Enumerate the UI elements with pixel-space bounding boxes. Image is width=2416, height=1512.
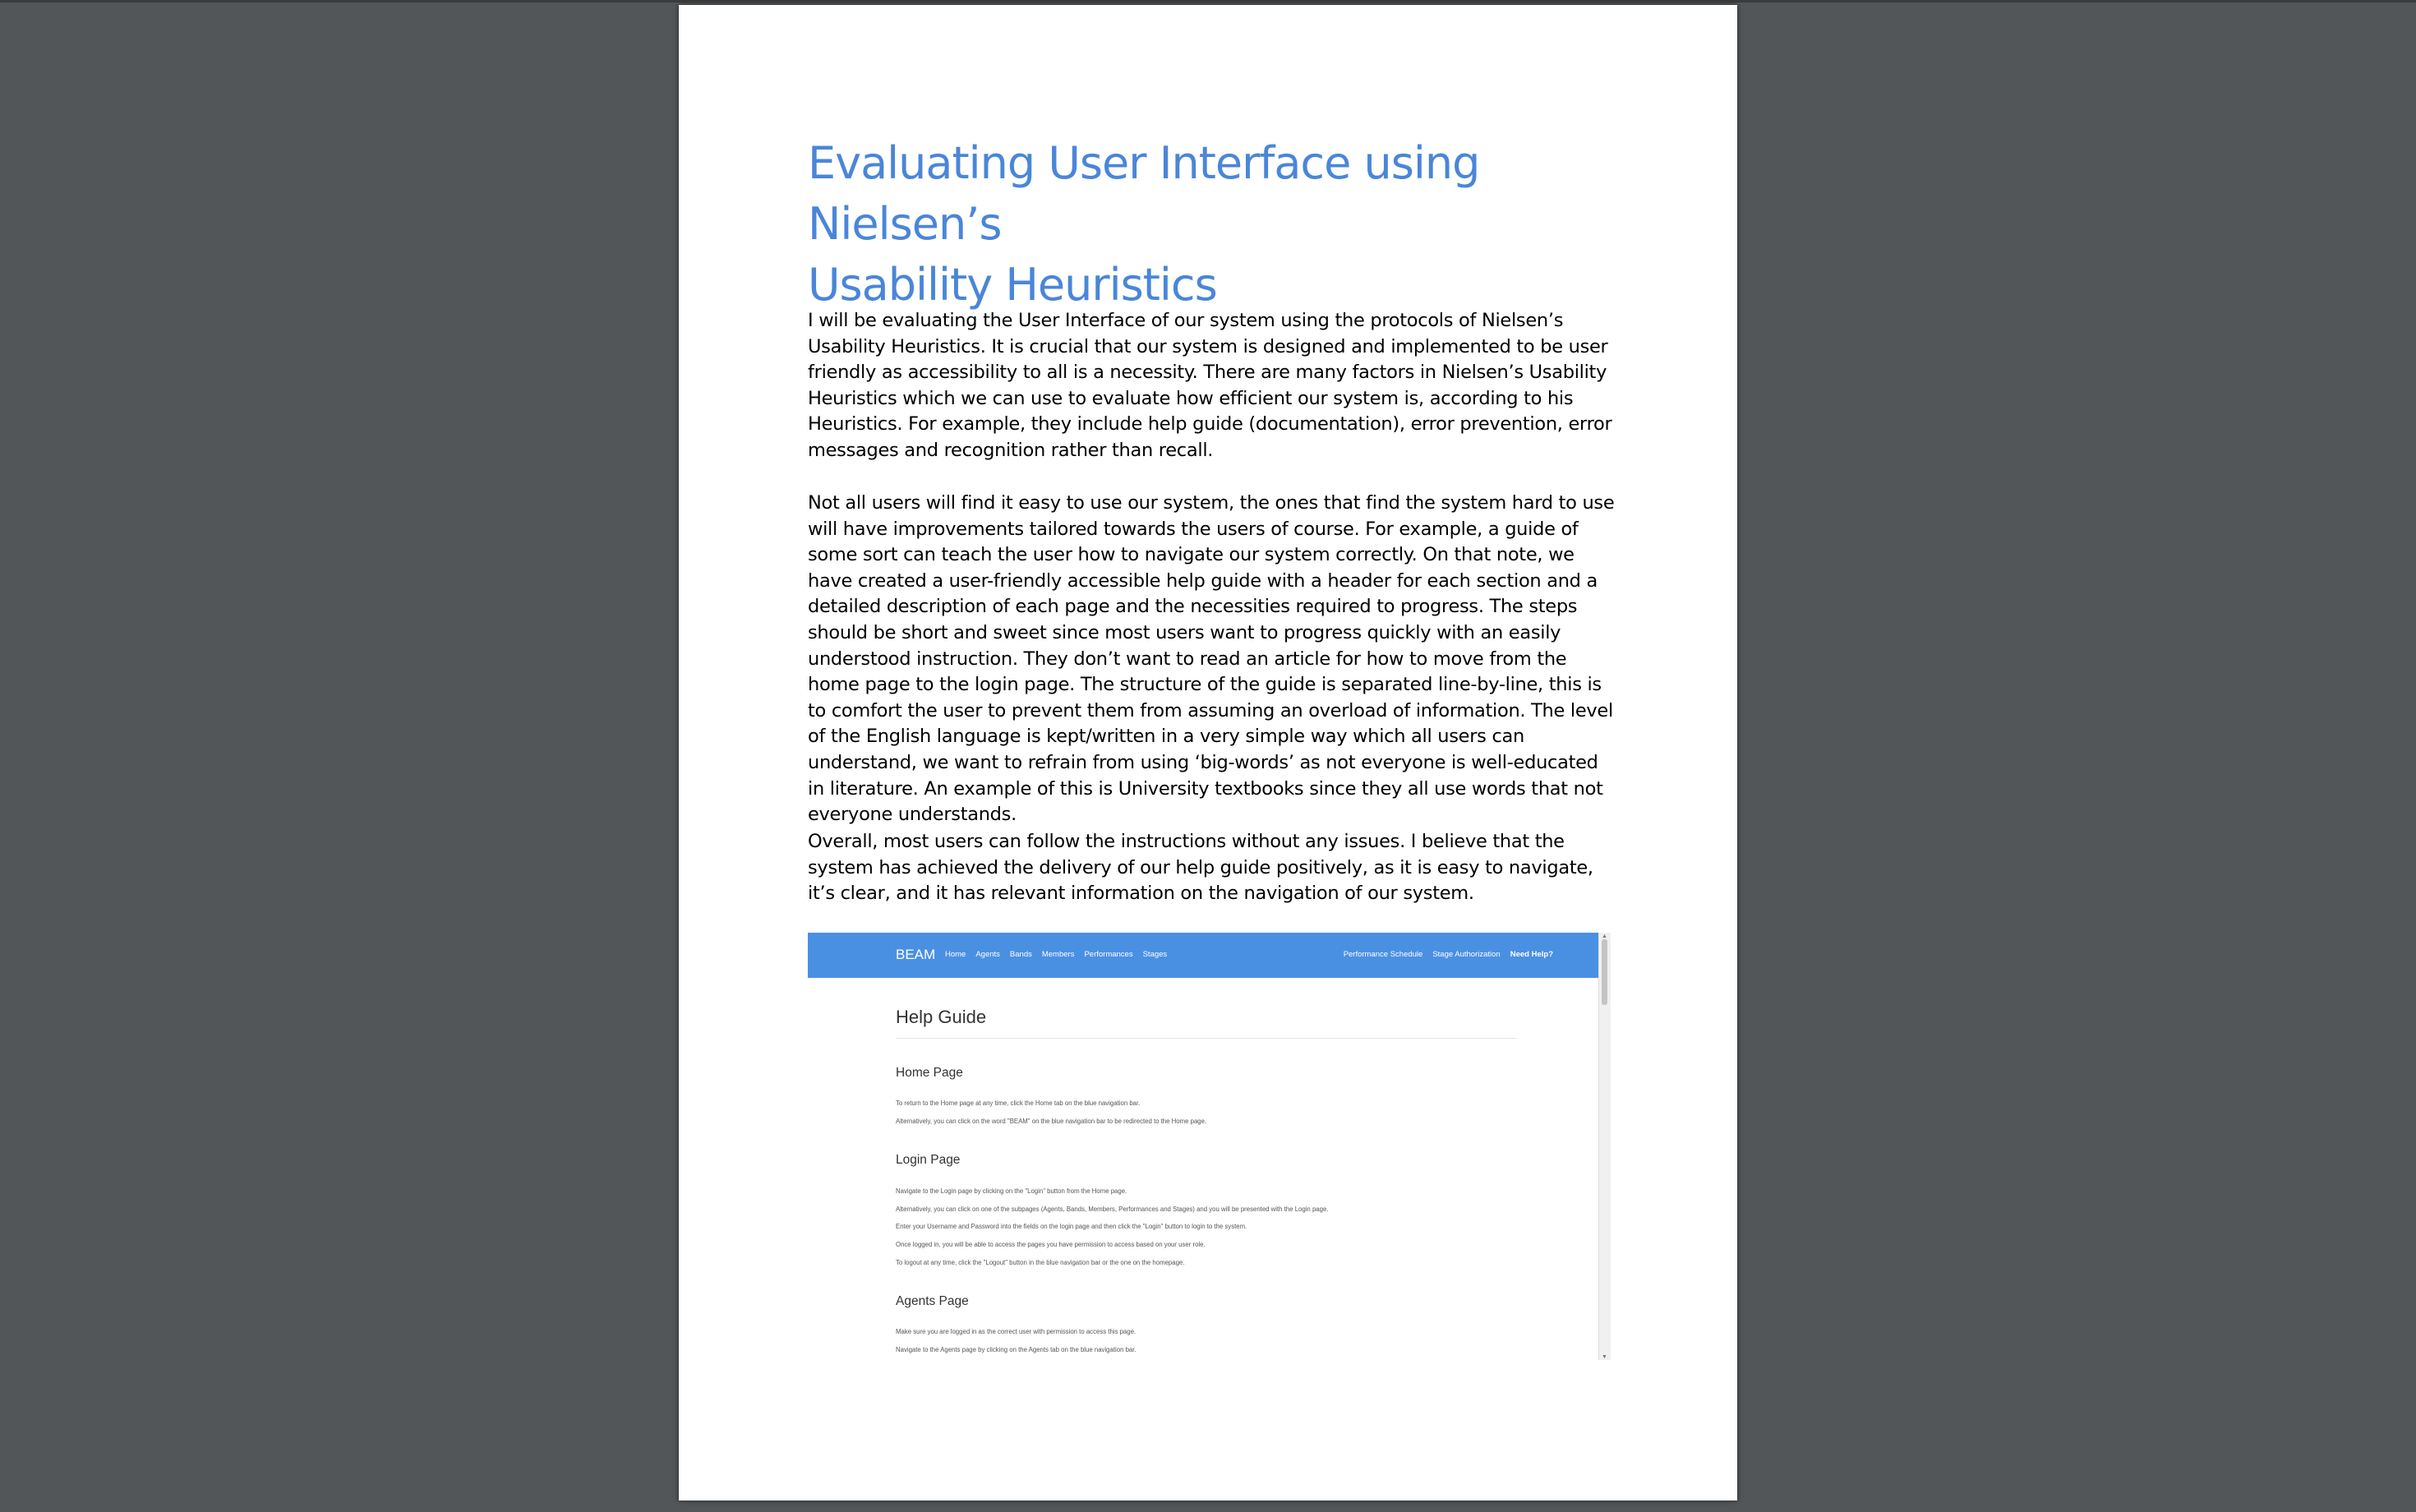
document-title [808,133,1630,316]
help-guide-heading: Help Guide [896,1007,987,1027]
document-page [679,5,1737,1500]
screenshot-nav-right [1344,950,1553,959]
screenshot-nav-performances: Performances [1084,950,1133,959]
login-line-3: Enter your Username and Password into the fields on the login page and then click the "Login" button to login to the system. [896,1223,1247,1230]
screenshot-nav-need-help: Need Help? [1510,950,1553,959]
scroll-up-arrow-icon: ▲ [1602,933,1607,939]
login-line-2: Alternatively, you can click on one of the subpages (Agents, Bands, Members, Performances and Stages) and you will be presented with the Login page. [896,1205,1329,1213]
screenshot-nav-stages: Stages [1142,950,1168,959]
screenshot-nav-members: Members [1041,950,1075,959]
screenshot-nav-performance-schedule: Performance Schedule [1343,950,1423,959]
section-agents-page: Agents Page [896,1294,969,1308]
home-line-2: Alternatively, you can click on the word "BEAM" on the blue navigation bar to be redirected to the Home page. [896,1118,1207,1125]
login-line-5: To logout at any time, click the "Logout" button in the blue navigation bar or the one on the homepage. [896,1259,1185,1266]
screenshot-brand: BEAM [896,947,936,962]
screenshot-nav-agents: Agents [975,950,1000,959]
screenshot-scrollbar [1598,933,1611,1360]
screenshot-nav-home: Home [945,950,966,959]
section-login-page: Login Page [896,1153,961,1167]
document-title-line1: Evaluating User Interface using Nielsen’s [808,137,1480,250]
screenshot-nav-left [945,950,1167,959]
paragraph-intro: I will be evaluating the User Interface of our system using the protocols of Nielsen’s Usability Heuristics. It is crucial that our system is designed and implemented to be user friendly as accessibility to all is a necessity. There are many factors in Nielsen’s Usability Heuristics which we can use to evaluate how efficient our system is, according to his Heuristics. For example, they include help guide (documentation), error prevention, error messages and recognition rather than recall. [808,310,1612,461]
viewer-top-border [0,0,2416,2]
screenshot-nav-bands: Bands [1009,950,1032,959]
login-line-1: Navigate to the Login page by clicking on the "Login" button from the Home page. [896,1187,1127,1195]
screenshot-scroll-thumb [1602,939,1607,1005]
screenshot-navbar [808,933,1598,978]
paragraph-conclusion: Overall, most users can follow the instructions without any issues. I believe that the system has achieved the delivery of our help guide positively, as it is easy to navigate, it’s clear, and it has relevant information on the navigation of our system. [808,831,1593,905]
login-line-4: Once logged in, you will be able to access the pages you have permission to access based on your user role. [896,1241,1206,1248]
home-line-1: To return to the Home page at any time, click the Home tab on the blue navigation bar. [896,1099,1141,1107]
scroll-down-arrow-icon: ▼ [1602,1354,1607,1360]
agents-line-1: Make sure you are logged in as the correct user with permission to access this page. [896,1328,1137,1335]
paragraph-improvements: Not all users will find it easy to use our system, the ones that find the system hard to use will have improvements tailored towards the users of course. For example, a guide of some sort can teach the user how to navigate our system correctly. On that note, we have created a user-friendly accessible help guide with a header for each section and a detailed description of each page and the necessities required to progress. The steps should be short and sweet since most users want to progress quickly with an easily understood instruction. They don’t want to read an article for how to move from the home page to the login page. The structure of the guide is separated line-by-line, this is to comfort the user to prevent them from assuming an overload of information. The level of the English language is kept/written in a very simple way which all users can understand, we want to refrain from using ‘big-words’ as not everyone is well-educated in literature. An example of this is University textbooks since they all use words that not everyone understands. [808,492,1615,826]
help-guide-screenshot [808,933,1611,1360]
document-title-line2: Usability Heuristics [808,259,1217,311]
help-guide-divider [896,1038,1517,1039]
agents-line-2: Navigate to the Agents page by clicking on the Agents tab on the blue navigation bar. [896,1346,1137,1353]
section-home-page: Home Page [896,1066,963,1080]
screenshot-nav-stage-authorization: Stage Authorization [1432,950,1501,959]
